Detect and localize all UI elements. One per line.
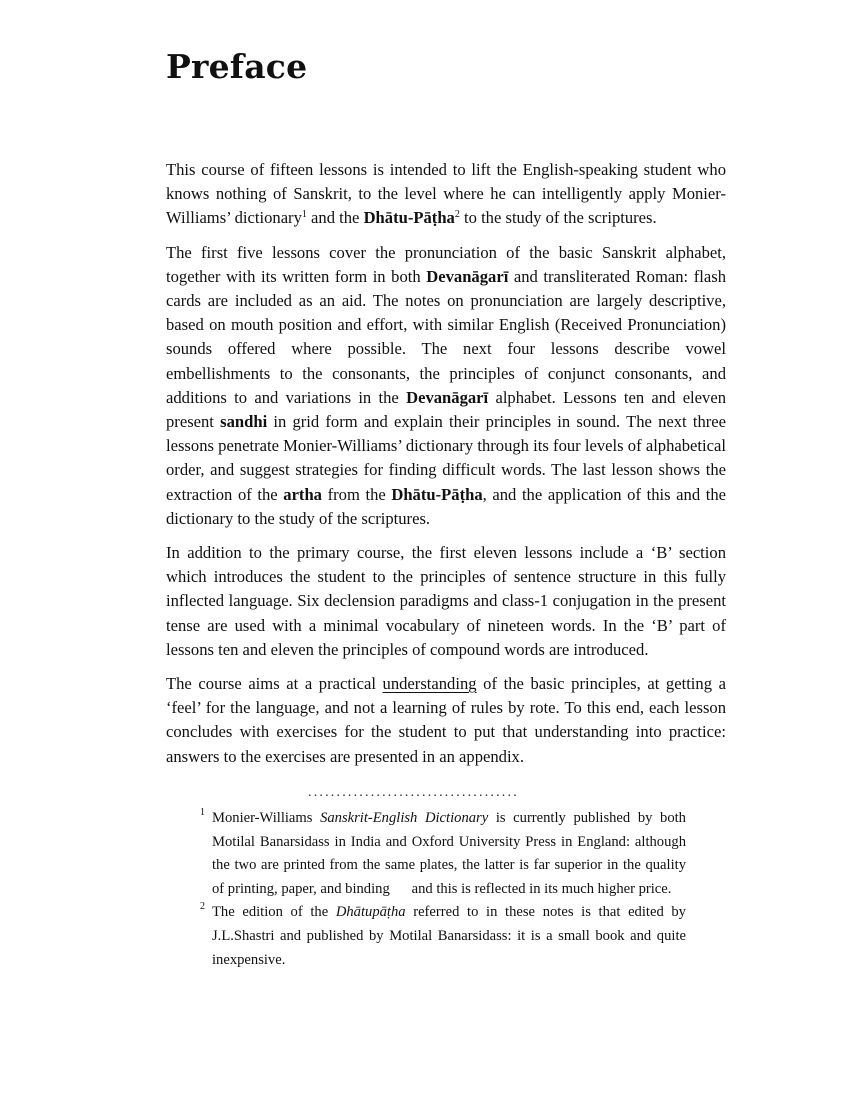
footnote-2: [200, 901, 686, 972]
underlined-understanding: understanding: [382, 674, 477, 694]
paragraph-2-text: in grid form and explain their principles in sound. The next three lessons penetrate Monier-Williams’ dictionary through its four levels of alphabetical order, and suggest strategies for finding difficult words. The last lesson shows the extraction of the: [166, 412, 726, 504]
term-devanagari: Devanāgarī: [426, 266, 509, 286]
footnote-ref-1: 1: [301, 209, 307, 221]
dhatupatha-title: Dhātupāṭha: [335, 904, 406, 921]
paragraph-1-text: and the: [306, 208, 364, 228]
footnote-2-text: The edition of the: [212, 904, 336, 921]
footnotes: [200, 807, 686, 972]
page-title: Preface: [166, 47, 308, 86]
footnote-separator: .....................................: [308, 785, 519, 800]
term-sandhi: sandhi: [220, 412, 268, 432]
footnote-ref-2: 2: [454, 209, 460, 221]
footnote-1-text: Monier-Williams: [212, 810, 321, 826]
paragraph-1-text: to the study of the scriptures.: [459, 208, 657, 228]
paragraph-1-text: This course of fifteen lessons is intended to lift the English-speaking student who knows nothing of Sanskrit, to the level where he can intelligently apply Monier-Williams’ dictionary: [166, 160, 726, 228]
footnote-2-text: referred to in these notes is that edited by J.L.Shastri and published by Motilal Banarsidass: it is a small book and quite inexpensive.: [212, 904, 686, 968]
paragraph-2-text: from the: [321, 484, 392, 504]
dictionary-title: Sanskrit-English Dictionary: [320, 810, 489, 826]
preface-body: [166, 158, 726, 779]
paragraph-1: [166, 158, 726, 231]
paragraph-4-text: of the basic principles, at getting a ‘feel’ for the language, and not a learning of rules by rote. To this end, each lesson concludes with exercises for the student to put that understanding into practice: answers to the exercises are presented in an appendix.: [166, 674, 726, 766]
paragraph-2: [166, 241, 726, 531]
footnote-1-text: is currently published by both Motilal Banarsidass in India and Oxford University Press in England: although the two are printed from the same plates, the latter is far superior in the quality of printing, paper, and binding and this is reflected in its much higher price.: [212, 810, 686, 897]
paragraph-3: In addition to the primary course, the first eleven lessons include a ‘B’ section which introduces the student to the principles of sentence structure in this fully inflected language. Six declension paradigms and class-1 conjugation in the present tense are used with a minimal vocabulary of nineteen words. In the ‘B’ part of lessons ten and eleven the principles of compound words are introduced.: [166, 543, 726, 659]
term-dhatu-patha: Dhātu-Pāṭha: [391, 484, 483, 504]
paragraph-2-text: and transliterated Roman: flash cards are included as an aid. The notes on pronunciation are largely descriptive, based on mouth position and effort, with similar English (Received Pronunciation) sounds offered where possible. The next four lessons describe vowel embellishments to the consonants, the principles of conjunct consonants, and additions to and variations in the: [166, 266, 726, 407]
term-artha: artha: [283, 484, 322, 504]
footnote-mark-2: 2: [200, 901, 205, 913]
paragraph-4-text: The course aims at a practical: [166, 674, 383, 694]
paragraph-4: [166, 672, 726, 769]
footnote-mark-1: 1: [200, 807, 205, 818]
paragraph-2-text: , and the application of this and the dictionary to the study of the scriptures.: [166, 484, 727, 528]
term-devanagari: Devanāgarī: [406, 387, 489, 407]
term-dhatu-patha: Dhātu-Pāṭha: [363, 208, 455, 228]
footnote-1: [200, 807, 686, 901]
paragraph-2-text: alphabet. Lessons ten and eleven present: [166, 387, 726, 432]
paragraph-2-text: The first five lessons cover the pronunciation of the basic Sanskrit alphabet, together with its written form in both: [166, 242, 726, 286]
